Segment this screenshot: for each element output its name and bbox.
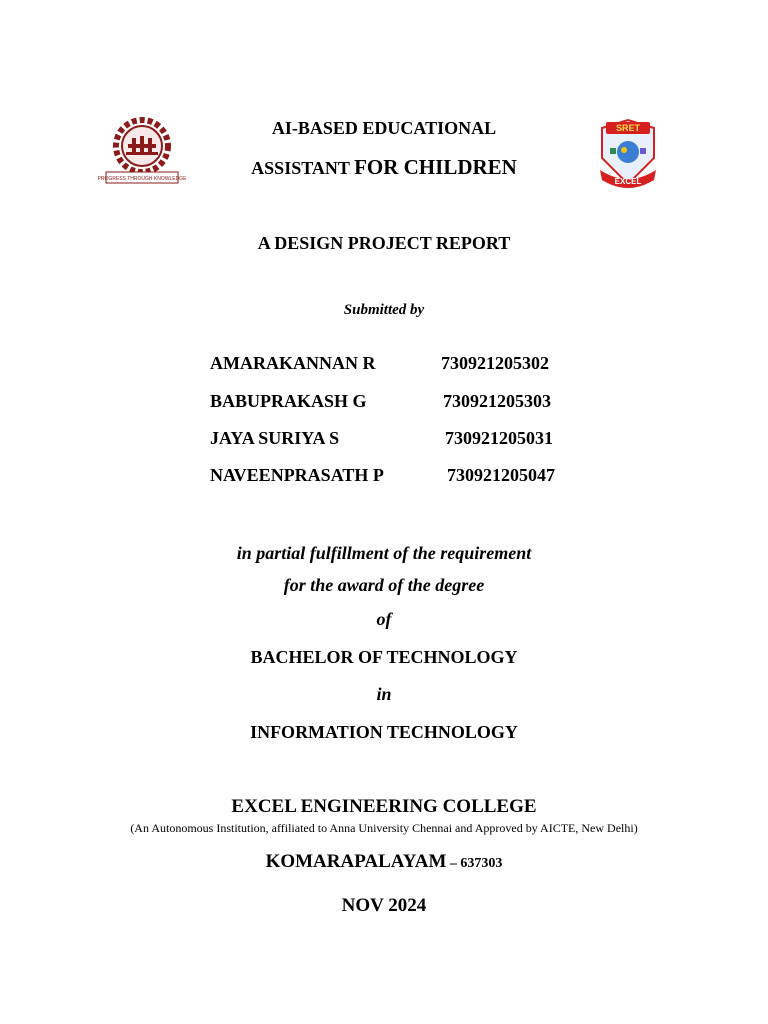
member-name: NAVEENPRASATH P	[210, 465, 384, 485]
report-title-line2	[0, 155, 768, 180]
fulfillment-line1: in partial fulfillment of the requirement	[236, 543, 532, 563]
submitted-by-label: Submitted by	[343, 302, 425, 318]
anna-logo-motto: PROGRESS THROUGH KNOWLEDGE	[97, 176, 187, 182]
in-word: in	[376, 684, 392, 704]
report-title-part1: ASSISTANT	[251, 158, 355, 178]
fulfillment-of: of	[376, 609, 392, 629]
member-id: 730921205302	[441, 353, 549, 373]
sret-logo-text: SRET	[615, 123, 641, 133]
college-place	[0, 851, 768, 873]
report-title-line1: AI-BASED EDUCATIONAL	[271, 118, 497, 138]
college-affiliation: (An Autonomous Institution, affiliated to Anna University Chennai and Approved by AICTE, New Delhi)	[130, 821, 638, 835]
place-pin: – 637303	[446, 856, 503, 871]
report-subtitle: A DESIGN PROJECT REPORT	[257, 233, 511, 253]
member-name: BABUPRAKASH G	[210, 391, 367, 411]
report-title-part2: FOR CHILDREN	[354, 155, 517, 179]
place-name: KOMARAPALAYAM	[265, 851, 447, 872]
branch-name: INFORMATION TECHNOLOGY	[250, 722, 518, 742]
college-name: EXCEL ENGINEERING COLLEGE	[231, 796, 537, 817]
member-id: 730921205047	[447, 465, 555, 485]
fulfillment-line2: for the award of the degree	[283, 575, 485, 595]
degree-name: BACHELOR OF TECHNOLOGY	[250, 647, 518, 667]
member-id: 730921205031	[445, 428, 553, 448]
member-id: 730921205303	[443, 391, 551, 411]
report-date: NOV 2024	[341, 895, 427, 916]
member-name: JAYA SURIYA S	[210, 428, 340, 448]
member-name: AMARAKANNAN R	[210, 353, 376, 373]
excel-logo-text: EXCEL	[614, 177, 642, 186]
